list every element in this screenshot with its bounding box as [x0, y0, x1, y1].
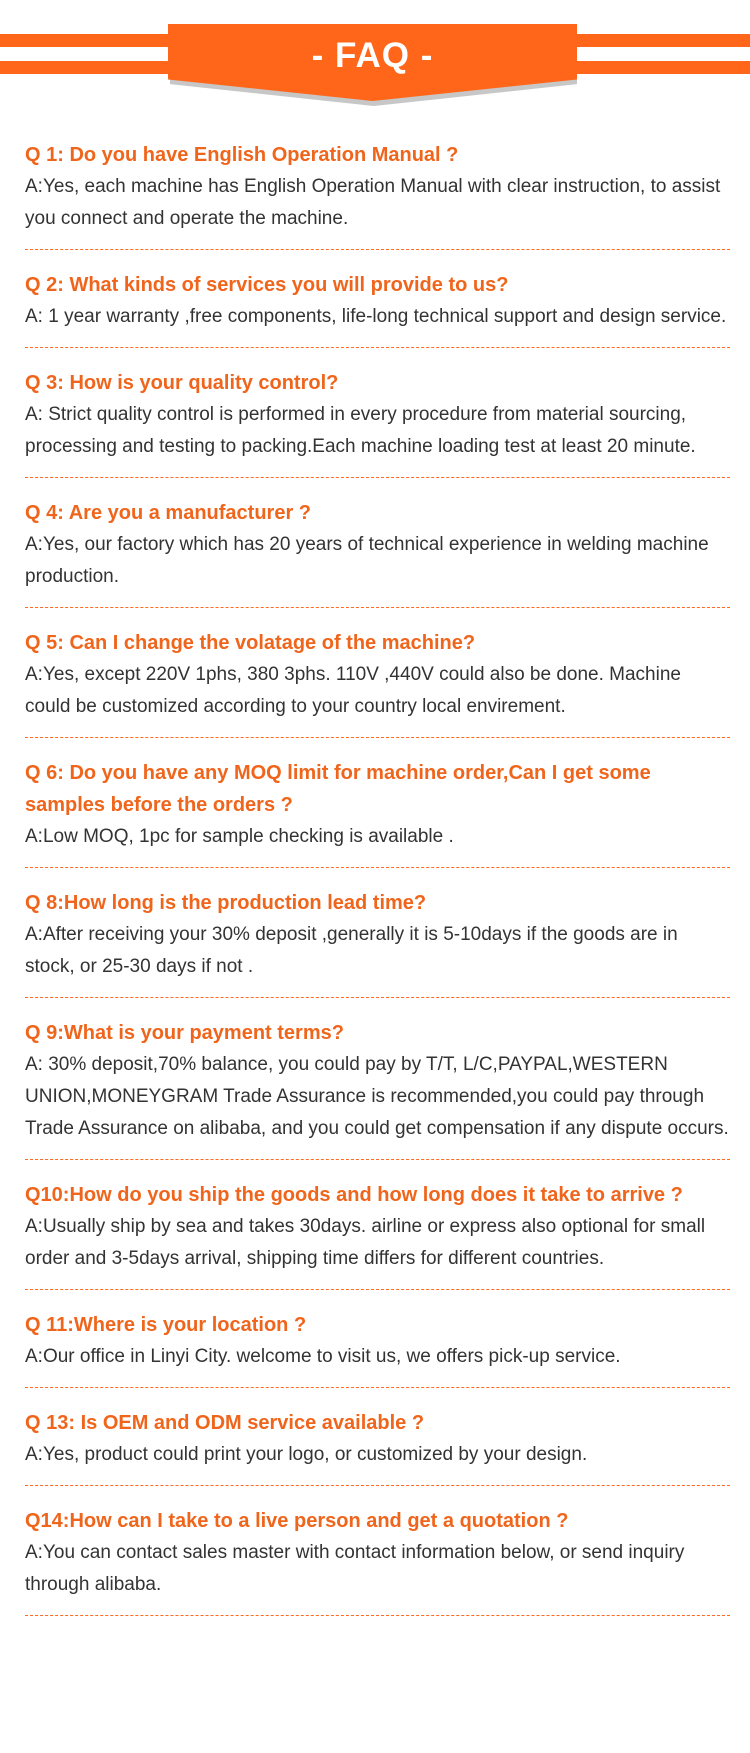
faq-item: [25, 1179, 730, 1290]
faq-banner: [0, 0, 750, 112]
faq-answer: A:Yes, except 220V 1phs, 380 3phs. 110V ,440V could also be done. Machine could be customized according to your country local envirement.: [25, 664, 681, 717]
faq-item: [25, 497, 730, 608]
faq-item: [25, 367, 730, 478]
faq-question: Q 13: Is OEM and ODM service available ?: [25, 1412, 425, 1434]
faq-item: [25, 1017, 730, 1160]
faq-answer: A:Usually ship by sea and takes 30days. airline or express also optional for small order and 3-5days arrival, shipping time differs for different countries.: [25, 1216, 706, 1269]
faq-answer: A:Our office in Linyi City. welcome to visit us, we offers pick-up service.: [25, 1346, 621, 1367]
faq-answer: A: 30% deposit,70% balance, you could pay by T/T, L/C,PAYPAL,WESTERN UNION,MONEYGRAM Trade Assurance is recommended,you could pay through Trade Assurance on alibaba, and you could get compensation if any dispute occurs.: [25, 1054, 729, 1139]
faq-answer: A:Low MOQ, 1pc for sample checking is available .: [25, 826, 454, 847]
page-title: - FAQ -: [311, 36, 434, 75]
faq-answer: A: 1 year warranty ,free components, life-long technical support and design service.: [25, 306, 727, 327]
faq-question: Q 6: Do you have any MOQ limit for machine order,Can I get some samples before the orders ?: [25, 762, 651, 816]
faq-item: [25, 1407, 730, 1486]
faq-item: [25, 139, 730, 250]
faq-list: [25, 139, 730, 1635]
faq-question: Q10:How do you ship the goods and how long does it take to arrive ?: [25, 1184, 683, 1206]
faq-question: Q 1: Do you have English Operation Manual ?: [25, 144, 459, 166]
faq-answer: A:Yes, our factory which has 20 years of technical experience in welding machine production.: [25, 534, 709, 587]
faq-answer: A:Yes, each machine has English Operation Manual with clear instruction, to assist you connect and operate the machine.: [25, 176, 721, 229]
faq-answer: A:You can contact sales master with contact information below, or send inquiry through alibaba.: [25, 1542, 685, 1595]
faq-question: Q14:How can I take to a live person and get a quotation ?: [25, 1510, 569, 1532]
faq-question: Q 5: Can I change the volatage of the machine?: [25, 632, 476, 654]
faq-item: [25, 1505, 730, 1616]
faq-answer: A: Strict quality control is performed in every procedure from material sourcing, processing and testing to packing.Each machine loading test at least 20 minute.: [25, 404, 696, 457]
faq-answer: A:After receiving your 30% deposit ,generally it is 5-10days if the goods are in stock, or 25-30 days if not .: [25, 924, 678, 977]
faq-item: [25, 887, 730, 998]
faq-item: [25, 627, 730, 738]
faq-question: Q 2: What kinds of services you will provide to us?: [25, 274, 509, 296]
faq-question: Q 9:What is your payment terms?: [25, 1022, 344, 1044]
faq-item: [25, 269, 730, 348]
faq-item: [25, 757, 730, 868]
faq-question: Q 4: Are you a manufacturer ?: [25, 502, 311, 524]
faq-question: Q 8:How long is the production lead time?: [25, 892, 427, 914]
faq-answer: A:Yes, product could print your logo, or customized by your design.: [25, 1444, 588, 1465]
faq-question: Q 3: How is your quality control?: [25, 372, 339, 394]
faq-item: [25, 1309, 730, 1388]
faq-question: Q 11:Where is your location ?: [25, 1314, 307, 1336]
